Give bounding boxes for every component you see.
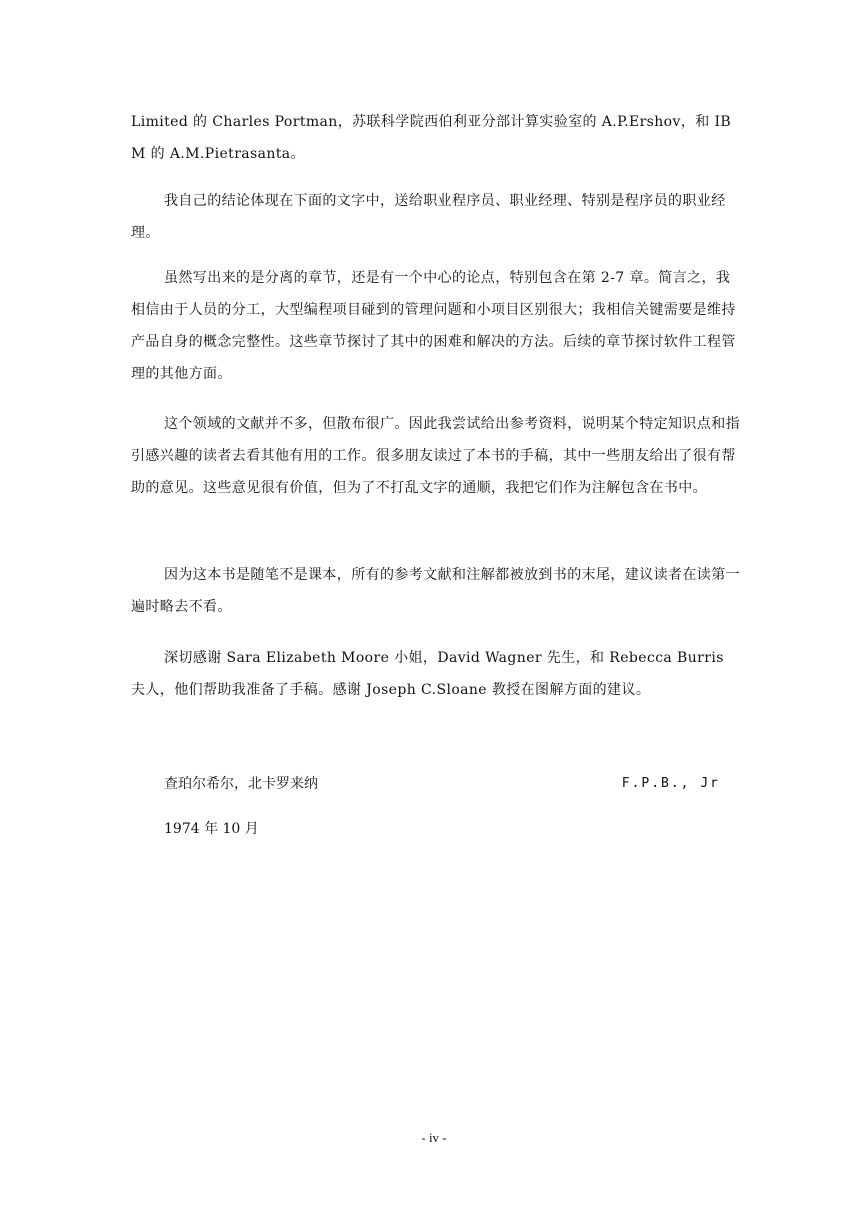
- signature-name: F.P.B., Jr: [621, 776, 720, 791]
- paragraph-central-argument: 虽然写出来的是分离的章节，还是有一个中心的论点，特别包含在第 2-7 章。简言之，我相信由于人员的分工，大型编程项目碰到的管理问题和小项目区别很大；我相信关键需要是维持产品自身的概念完整性。这些章节探讨了其中的困难和解决的方法。后续的章节探讨软件工程管理的其他方面。: [131, 270, 736, 382]
- paragraph-literature: 这个领域的文献并不多，但散布很广。因此我尝试给出参考资料，说明某个特定知识点和指引感兴趣的读者去看其他有用的工作。很多朋友读过了本书的手稿，其中一些朋友给出了很有帮助的意见。这些意见很有价值，但为了不打乱文字的通顺，我把它们作为注解包含在书中。: [131, 416, 740, 496]
- signature-place: 查珀尔希尔，北卡罗来纳: [164, 776, 318, 792]
- paragraph-thanks: 深切感谢 Sara Elizabeth Moore 小姐，David Wagner 先生，和 Rebecca Burris 夫人，他们帮助我准备了手稿。感谢 Joseph C.Sloane 教授在图解方面的建议。: [131, 650, 724, 698]
- paragraph-notes-placement: 因为这本书是随笔不是课本，所有的参考文献和注解都被放到书的末尾，建议读者在读第一遍时略去不看。: [131, 567, 740, 615]
- paragraph-acknowledgement-continuation: Limited 的 Charles Portman，苏联科学院西伯利亚分部计算实验室的 A.P.Ershov，和 IBM 的 A.M.Pietrasanta。: [131, 114, 732, 162]
- paragraph-conclusions: 我自己的结论体现在下面的文字中，送给职业程序员、职业经理、特别是程序员的职业经理。: [131, 193, 726, 241]
- signature-date: 1974 年 10 月: [164, 821, 259, 837]
- signature-row: [164, 770, 720, 798]
- page-number: - iv -: [421, 1130, 447, 1145]
